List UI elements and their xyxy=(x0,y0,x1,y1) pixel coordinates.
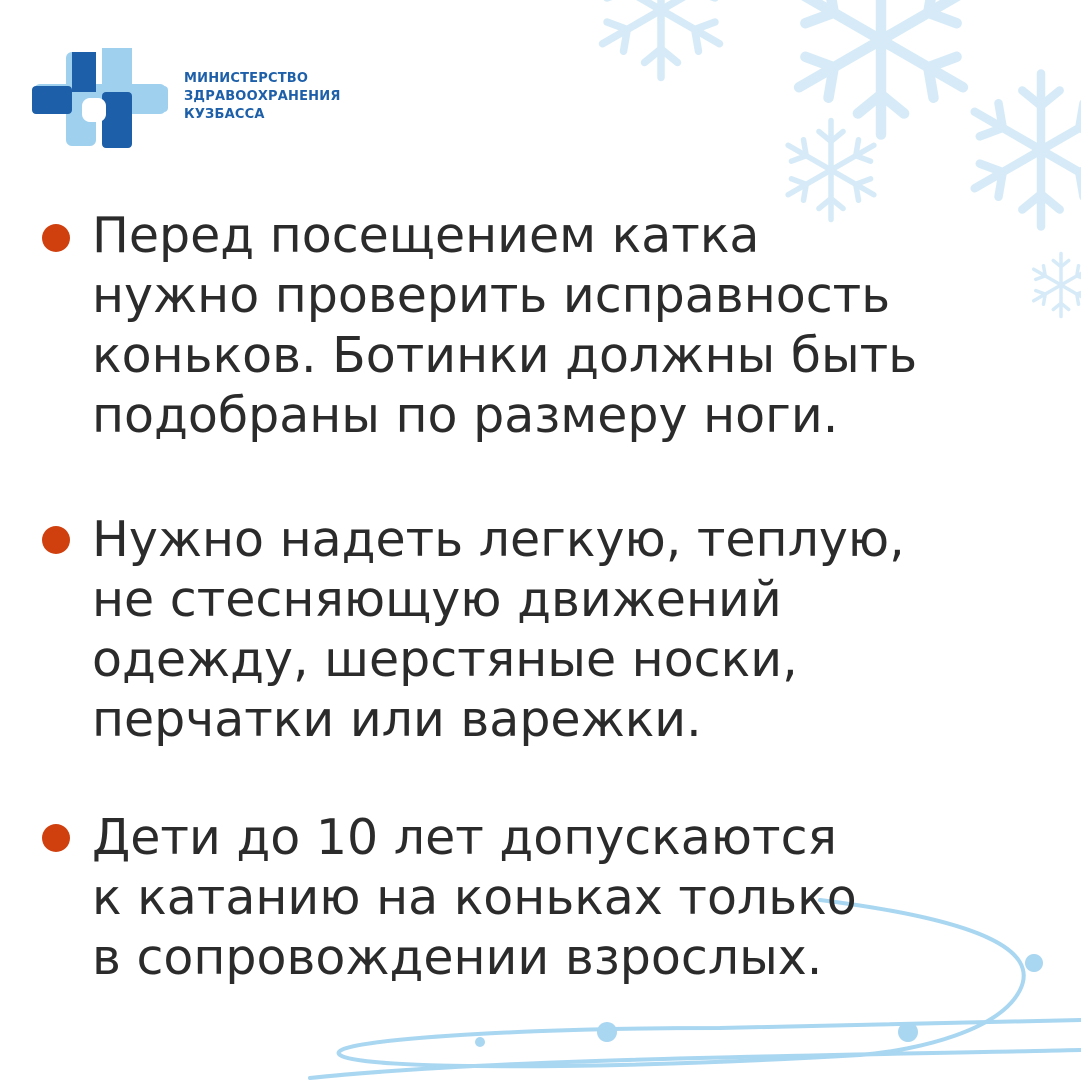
text-line: одежду, шерстяные носки, xyxy=(92,631,798,688)
text-line: нужно проверить исправность xyxy=(92,267,891,324)
text-line: коньков. Ботинки должны быть xyxy=(92,327,918,384)
text-line: в сопровождении взрослых. xyxy=(92,929,823,986)
text-line: Нужно надеть легкую, теплую, xyxy=(92,511,905,568)
text-line: перчатки или варежки. xyxy=(92,691,702,748)
bullet-dot-icon xyxy=(42,526,70,554)
text-line: Дети до 10 лет допускаются xyxy=(92,809,838,866)
bullet-dot-icon xyxy=(42,824,70,852)
ministry-name-line: КУЗБАССА xyxy=(184,107,265,122)
text-line: к катанию на коньках только xyxy=(92,869,857,926)
list-item-text xyxy=(92,510,905,750)
ministry-name-line: ЗДРАВООХРАНЕНИЯ xyxy=(184,89,341,104)
bullet-dot-icon xyxy=(42,224,70,252)
ministry-name-line: МИНИСТЕРСТВО xyxy=(184,71,309,86)
list-item-text xyxy=(92,206,917,446)
text-line: не стесняющую движений xyxy=(92,571,782,628)
text-line: подобраны по размеру ноги. xyxy=(92,387,839,444)
text-line: Перед посещением катка xyxy=(92,207,760,264)
list-item-text xyxy=(92,808,857,988)
